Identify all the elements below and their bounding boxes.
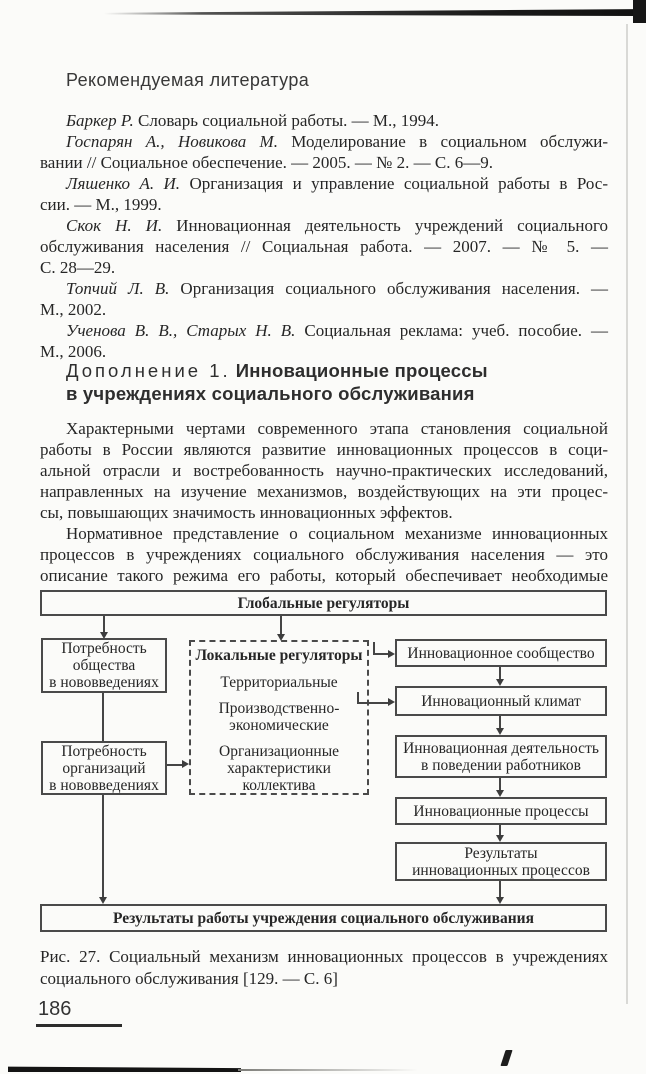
bib-line [40, 131, 608, 152]
bib-text: сии. — М., 1999. [40, 195, 162, 214]
bib-line [40, 194, 608, 215]
diagram-box-line: Инновационная деятельность [403, 739, 599, 757]
scan-artifact-page-edge [626, 24, 628, 1004]
arrowhead-down-icon [496, 790, 504, 797]
bib-author: Скок Н. И. [66, 216, 163, 235]
supplement-title-part2: в учреждениях социального обслуживания [66, 383, 475, 404]
diagram-box-line: организаций [62, 759, 146, 777]
bib-text: Организация социального обслуживания населения. — [169, 279, 608, 298]
scan-artifact-pen-mark [500, 1050, 512, 1066]
diagram-box-innovation-community [395, 639, 607, 667]
bib-line [40, 173, 608, 194]
bib-text: Организация и управление социальной работы в Рос- [180, 174, 608, 193]
bib-line [40, 257, 608, 278]
bib-text: М., 2002. [40, 300, 107, 319]
diagram-box-line: Потребность [61, 640, 147, 657]
diagram-box-institution-results [40, 904, 607, 932]
diagram-box-local-regulators [189, 640, 369, 795]
scan-artifact-top-line [104, 9, 646, 16]
supplement-heading [66, 359, 488, 405]
diagram-box-line: инновационных процессов [412, 861, 590, 879]
diagram-box-line: Потребность [61, 742, 147, 760]
diagram-box-society-need [41, 638, 167, 693]
diagram-box-title: Локальные регуляторы [195, 647, 363, 664]
supplement-label: Дополнение 1. [66, 360, 231, 381]
diagram-box-item [219, 743, 339, 794]
bibliography [40, 110, 608, 362]
bib-text: Словарь социальной работы. — М., 1994. [133, 111, 440, 130]
diagram-box-label: Инновационное сообщество [407, 644, 595, 662]
paragraph-line: направленных на изучение механизмов, воздействующих на эти процес- [40, 482, 608, 501]
connector-line [499, 667, 501, 679]
diagram-box-line: в поведении работников [421, 756, 581, 774]
scan-artifact-bottom-fade [238, 1069, 418, 1071]
bib-author: Топчий Л. В. [66, 279, 170, 298]
diagram-box-label: Глобальные регуляторы [237, 594, 410, 612]
diagram-box-line: Производственно- [218, 700, 340, 717]
supplement-heading-line2 [66, 382, 488, 405]
paragraph-1 [40, 418, 608, 523]
supplement-heading-line1 [66, 359, 488, 382]
diagram-box-line: в нововведениях [49, 776, 159, 794]
bib-author: Баркер Р. [66, 111, 134, 130]
section-header: Рекомендуемая литература [66, 70, 310, 90]
diagram-box-line: общества [72, 657, 136, 674]
bib-author: Ляшенко А. И. [66, 174, 181, 193]
diagram-box-line: в нововведениях [49, 674, 159, 691]
diagram-box-item [219, 700, 340, 734]
connector-line [499, 716, 501, 728]
bib-line [40, 152, 608, 173]
paragraph-line: альной отрасли и востребованность научно-практических исследований, [40, 461, 608, 480]
diagram-box-label: Инновационные процессы [413, 802, 589, 820]
connector-line [499, 825, 501, 835]
bib-line [40, 110, 608, 131]
diagram-box-label: Инновационный климат [421, 692, 581, 710]
connector-line [102, 795, 104, 897]
arrowhead-down-icon [496, 897, 504, 904]
figure-caption-line: социального обслуживания [129. — С. 6] [40, 969, 338, 988]
diagram-box-innovation-climate [395, 686, 607, 716]
bib-text: М., 2006. [40, 342, 107, 361]
diagram-box-line: характеристики [227, 760, 331, 777]
bib-text: вании // Социальное обеспечение. — 2005. — № 2. — С. 6—9. [40, 153, 493, 172]
diagram-box-label: Результаты работы учреждения социального обслуживания [113, 909, 534, 927]
page-number-rule [36, 1024, 122, 1027]
connector-line [102, 693, 104, 741]
bib-line [40, 236, 608, 257]
diagram-box-line: Организационные [219, 743, 339, 760]
paragraph-line: сы, повышающих значимость инновационных эффектов. [40, 503, 453, 522]
scan-artifact-bottom-bar [8, 1066, 241, 1072]
bib-text: Инновационная деятельность учреждений социального [162, 216, 608, 235]
bib-author: Ученова В. В., Старых Н. В. [66, 321, 296, 340]
bib-text: обслуживания населения // Социальная работа. — 2007. — № 5. — [40, 237, 608, 256]
diagram-box-line: экономические [229, 717, 329, 734]
diagram-box-line: Результаты [464, 844, 538, 862]
connector-line [167, 764, 182, 766]
diagram-box-line: Территориальные [220, 674, 338, 691]
bib-line [40, 215, 608, 236]
diagram-box-global-regulators [40, 590, 607, 616]
diagram-box-innovation-processes [395, 797, 607, 825]
connector-line [499, 881, 501, 897]
diagram-box-process-results [395, 842, 607, 881]
paragraph-line: описание такого режима его работы, который обеспечивает необходимые [40, 566, 608, 585]
paragraph-line: работы в России являются развитие инновационных процессов в соци- [40, 440, 608, 459]
bib-text: Социальная реклама: учеб. пособие. — [295, 321, 608, 340]
bib-line [40, 320, 608, 341]
connector-line [280, 616, 282, 634]
paragraph-line: Характерными чертами современного этапа становления социальной [66, 419, 608, 438]
paragraph-line: Нормативное представление о социальном механизме инновационных [66, 524, 608, 543]
bib-author: Госпарян А., Новикова М. [66, 132, 278, 151]
arrowhead-right-icon [388, 698, 395, 706]
paragraph-line: процессов в учреждениях социального обслуживания населения — это [40, 545, 608, 564]
connector-line [357, 702, 388, 704]
connector-line [499, 778, 501, 790]
arrowhead-right-icon [388, 650, 395, 658]
supplement-title-part1: Инновационные процессы [235, 360, 488, 381]
scan-artifact-top-right-corner [633, 0, 646, 23]
bib-line [40, 278, 608, 299]
page-number: 186 [38, 998, 72, 1020]
arrowhead-down-icon [496, 728, 504, 735]
arrowhead-down-icon [99, 897, 107, 904]
connector-line [373, 653, 389, 655]
diagram-box-organizations-need [41, 741, 167, 795]
bib-line [40, 299, 608, 320]
figure-caption [40, 946, 608, 990]
arrowhead-down-icon [496, 835, 504, 842]
arrowhead-down-icon [496, 679, 504, 686]
figure-27-diagram [36, 588, 614, 938]
diagram-box-line: коллектива [242, 777, 316, 794]
figure-caption-line: Рис. 27. Социальный механизм инновационных процессов в учреждениях [40, 947, 608, 966]
diagram-box-innovation-activity [395, 735, 607, 778]
arrowhead-right-icon [182, 760, 189, 768]
bib-text: С. 28—29. [40, 258, 116, 277]
bib-text: Моделирование в социальном обслужи- [277, 132, 609, 151]
connector-line [103, 616, 105, 632]
paragraph-2 [40, 523, 608, 586]
